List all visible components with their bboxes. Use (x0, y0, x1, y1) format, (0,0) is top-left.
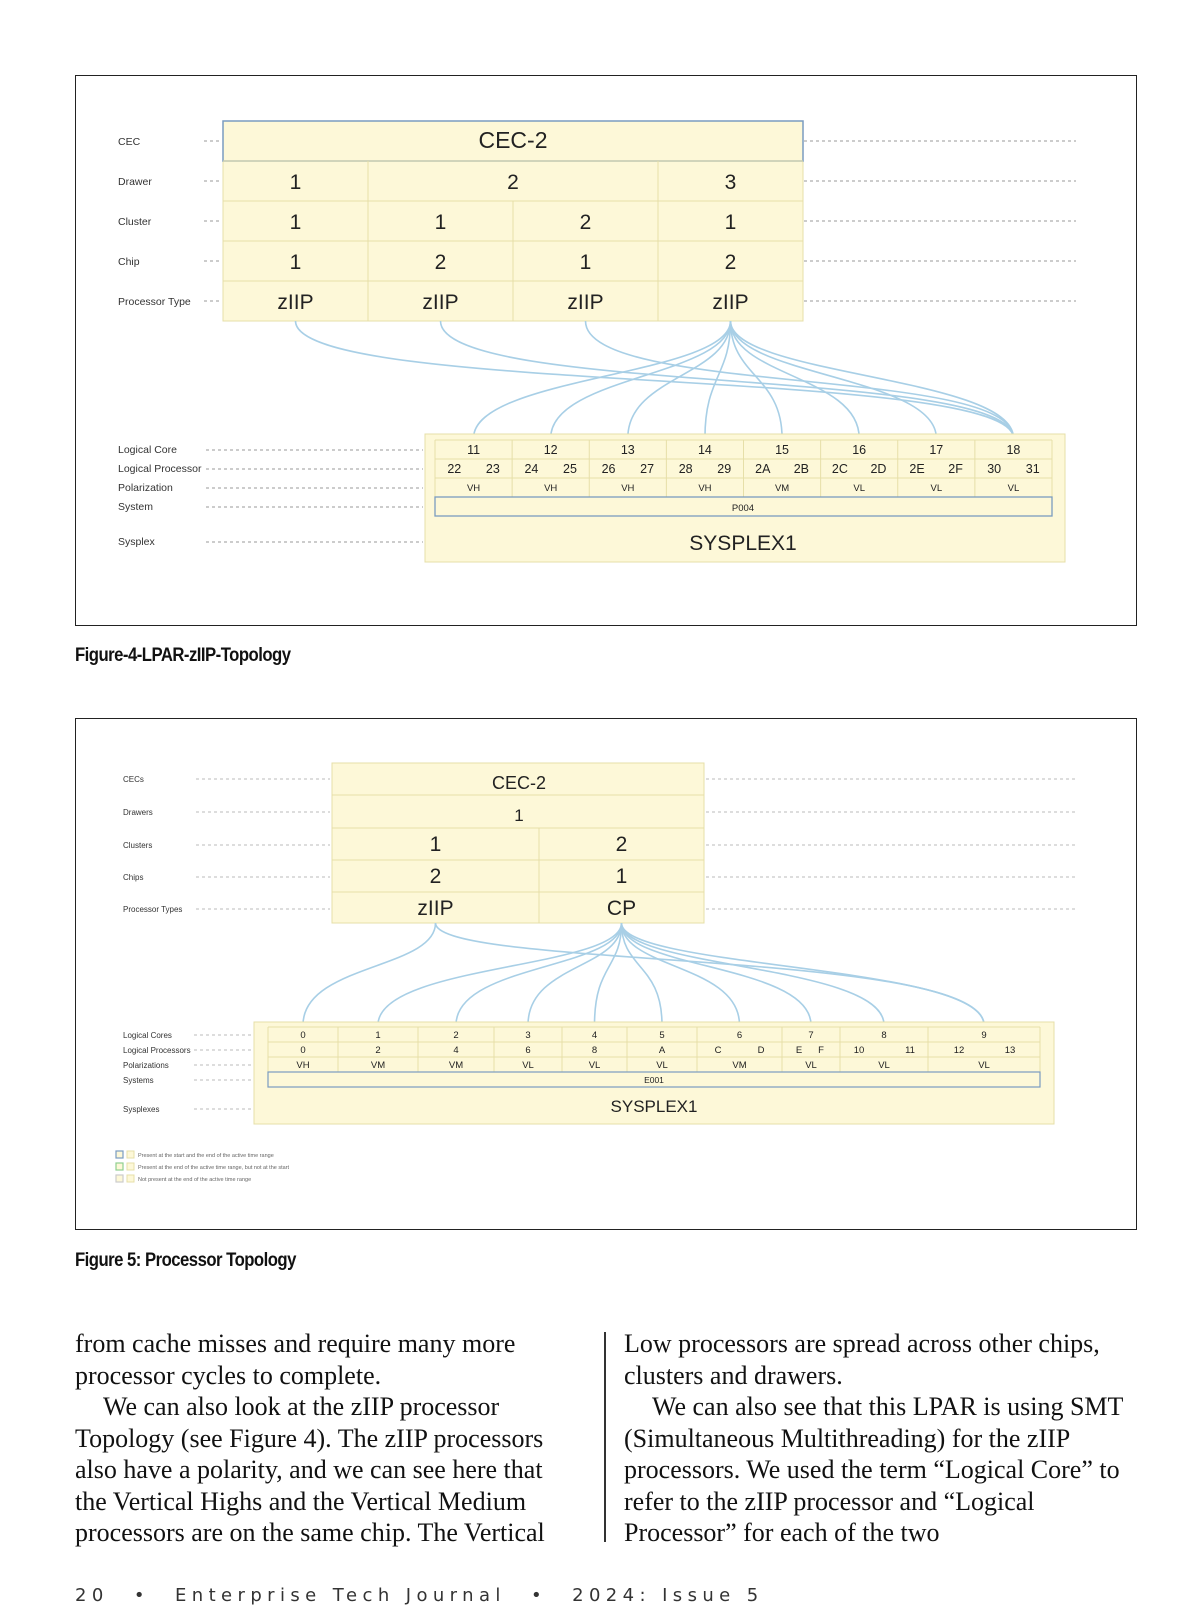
polarization-cell: VL (588, 1060, 601, 1071)
chip-cell: 1 (579, 251, 592, 274)
row-label: Sysplexes (123, 1105, 160, 1114)
processor-type-cell: zIIP (422, 291, 459, 314)
row-label: Cluster (118, 216, 152, 228)
logical-processor-cell: 2F (948, 462, 963, 476)
logical-processor-cell: 2A (755, 462, 771, 476)
cluster-cell: 1 (724, 211, 737, 234)
row-label: Logical Core (118, 444, 177, 456)
polarization-cell: VL (878, 1060, 890, 1071)
figure-5-frame (75, 718, 1137, 1230)
logical-core-cell: 3 (525, 1030, 531, 1041)
polarization-cell: VL (1007, 483, 1020, 494)
logical-core-cell: 16 (852, 443, 867, 457)
connector-line (296, 321, 1014, 438)
logical-processor-cell: 27 (640, 462, 655, 476)
row-label: Drawers (123, 808, 153, 817)
logical-processor-cell: 6 (525, 1045, 531, 1056)
logical-core-cell: 9 (981, 1030, 987, 1041)
page-number: 20 (75, 1585, 109, 1606)
polarization-cell: VH (698, 483, 712, 494)
separator-dot: • (530, 1585, 547, 1606)
system-label: P004 (731, 503, 755, 514)
logical-core-cell: 6 (736, 1030, 743, 1041)
logical-processor-cell: 31 (1025, 462, 1040, 476)
logical-processor-cell: 4 (453, 1045, 459, 1056)
chip-cell: 2 (429, 865, 442, 888)
connector-line (622, 923, 985, 1025)
polarization-cell: VH (296, 1060, 310, 1071)
row-label: Logical Processors (123, 1046, 191, 1055)
logical-processor-cell: 10 (853, 1045, 865, 1056)
left-text-column (75, 1328, 575, 1549)
logical-processor-cell: 8 (591, 1045, 598, 1056)
row-label: CECs (123, 775, 144, 784)
logical-core-cell: 12 (543, 443, 558, 457)
cec-label: CEC-2 (491, 773, 547, 793)
polarization-cell: VL (522, 1060, 534, 1071)
row-label: Polarization (118, 482, 173, 494)
connector-line (456, 923, 622, 1025)
drawer-cell: 1 (289, 171, 302, 194)
figure-4-diagram (76, 76, 1136, 625)
row-label: Chips (123, 873, 144, 882)
logical-processor-cell: F (818, 1045, 824, 1056)
chip-cell: 2 (434, 251, 447, 274)
row-label: Logical Cores (123, 1031, 172, 1040)
logical-processor-cell: 2B (793, 462, 809, 476)
logical-processor-cell: 29 (717, 462, 732, 476)
logical-core-cell: 17 (929, 443, 944, 457)
legend-text: Present at the end of the active time range, but not at the start (138, 1165, 290, 1171)
polarization-cell: VH (544, 483, 558, 494)
processor-type-cell: zIIP (277, 291, 314, 314)
processor-type-cell: zIIP (417, 897, 454, 920)
logical-processor-cell: 26 (601, 462, 616, 476)
drawer-cell: 3 (724, 171, 737, 194)
chip-cell: 2 (724, 251, 737, 274)
polarization-cell: VH (621, 483, 635, 494)
polarization-cell: VL (930, 483, 943, 494)
sysplex-label: SYSPLEX1 (610, 1097, 698, 1116)
drawer-label: 1 (514, 806, 524, 825)
drawer-cell: 2 (507, 171, 519, 194)
logical-core-cell: 11 (467, 443, 481, 457)
processor-type-cell: zIIP (712, 291, 749, 314)
row-label: System (118, 501, 154, 513)
legend-swatch (127, 1175, 134, 1182)
separator-dot: • (133, 1585, 150, 1606)
logical-core-cell: 1 (375, 1030, 381, 1041)
legend-swatch (127, 1151, 134, 1158)
logical-processor-cell: 23 (485, 462, 500, 476)
logical-core-cell: 0 (300, 1030, 306, 1041)
legend-text: Present at the start and the end of the active time range (138, 1153, 274, 1159)
publication-name: Enterprise Tech Journal (175, 1585, 506, 1606)
logical-core-cell: 14 (697, 443, 712, 457)
system-label: E001 (644, 1075, 664, 1085)
logical-processor-cell: C (714, 1045, 722, 1056)
paragraph: We can also see that this LPAR is using SMT (Simultaneous Multithreading) for the zIIP processors. We used the term “Logical Core” to refer to the zIIP processor and “Logical Processor” for each of the two (624, 1392, 1123, 1547)
polarization-cell: VL (978, 1060, 990, 1071)
figure-5-diagram (76, 719, 1136, 1229)
legend-swatch (116, 1151, 123, 1158)
logical-core-cell: 8 (881, 1030, 887, 1041)
paragraph: We can also look at the zIIP processor Topology (see Figure 4). The zIIP processors also have a polarity, and we can see here that the Vertical Highs and the Vertical Medium processors are on the same chip. The Vertical (75, 1392, 545, 1547)
logical-processor-cell: 22 (447, 462, 462, 476)
row-label: Clusters (123, 841, 153, 850)
right-text-column (624, 1328, 1144, 1549)
logical-core-cell: 7 (808, 1030, 814, 1041)
polarization-cell: VL (853, 483, 865, 494)
row-label: Chip (118, 256, 140, 268)
polarization-cell: VM (370, 1060, 386, 1071)
logical-processor-cell: 2 (375, 1045, 381, 1056)
connector-line (731, 321, 1014, 438)
logical-core-cell: 5 (659, 1030, 665, 1041)
logical-processor-cell: E (795, 1045, 803, 1056)
issue-label: 2024: Issue 5 (572, 1585, 764, 1606)
legend-text: Not present at the end of the active time range (138, 1177, 252, 1183)
logical-core-cell: 4 (591, 1030, 598, 1041)
row-label: Polarizations (123, 1061, 169, 1070)
connector-line (528, 923, 622, 1025)
figure-4-frame (75, 75, 1137, 626)
row-label: Sysplex (118, 536, 155, 548)
logical-core-cell: 2 (453, 1030, 459, 1041)
polarization-cell: VL (656, 1060, 668, 1071)
processor-type-cell: zIIP (567, 291, 604, 314)
row-label: Logical Processor (118, 463, 202, 475)
cluster-cell: 1 (429, 833, 442, 856)
row-label: CEC (118, 136, 141, 148)
polarization-cell: VM (732, 1060, 747, 1071)
logical-processor-cell: 2C (831, 462, 848, 476)
row-label: Processor Types (123, 905, 183, 914)
legend-swatch (127, 1163, 134, 1170)
logical-processor-cell: 11 (905, 1045, 915, 1056)
cluster-cell: 2 (579, 211, 592, 234)
connector-line (378, 923, 622, 1025)
logical-processor-cell: 13 (1004, 1045, 1016, 1056)
chip-cell: 1 (615, 865, 628, 888)
figure-5-caption: Figure 5: Processor Topology (75, 1250, 296, 1271)
logical-processor-cell: 25 (563, 462, 577, 476)
logical-processor-cell: D (757, 1045, 765, 1056)
cluster-cell: 1 (434, 211, 447, 234)
row-label: Systems (123, 1076, 154, 1085)
logical-core-cell: 18 (1006, 443, 1021, 457)
sysplex-label: SYSPLEX1 (689, 532, 797, 555)
paragraph: from cache misses and require many more processor cycles to complete. (75, 1329, 516, 1390)
connector-line (474, 321, 731, 438)
logical-processor-cell: 0 (300, 1045, 306, 1056)
logical-processor-cell: 30 (987, 462, 1002, 476)
row-label: Drawer (118, 176, 152, 188)
logical-processor-cell: A (658, 1045, 666, 1056)
polarization-cell: VM (448, 1060, 464, 1071)
cluster-cell: 2 (615, 833, 628, 856)
figure-4-caption: Figure-4-LPAR-zIIP-Topology (75, 645, 291, 666)
logical-processor-cell: 12 (953, 1045, 965, 1056)
row-label: Processor Type (118, 296, 191, 308)
logical-processor-cell: 28 (678, 462, 693, 476)
logical-core-cell: 13 (620, 443, 635, 457)
connector-line (303, 923, 436, 1025)
column-divider (604, 1332, 606, 1542)
cluster-cell: 1 (289, 211, 302, 234)
polarization-cell: VH (466, 483, 481, 494)
polarization-cell: VM (774, 483, 790, 494)
logical-processor-cell: 24 (524, 462, 539, 476)
cec-label: CEC-2 (478, 127, 548, 153)
processor-type-cell: CP (606, 897, 637, 920)
chip-cell: 1 (289, 251, 302, 274)
page-footer (75, 1585, 764, 1606)
paragraph: Low processors are spread across other chips, clusters and drawers. (624, 1329, 1100, 1390)
legend-swatch (116, 1175, 123, 1182)
connector-line (436, 923, 985, 1025)
logical-processor-cell: 2D (870, 462, 887, 476)
logical-core-cell: 15 (775, 443, 790, 457)
connector-line (731, 321, 937, 438)
polarization-cell: VL (805, 1060, 817, 1071)
logical-processor-cell: 2E (909, 462, 925, 476)
legend-swatch (116, 1163, 123, 1170)
